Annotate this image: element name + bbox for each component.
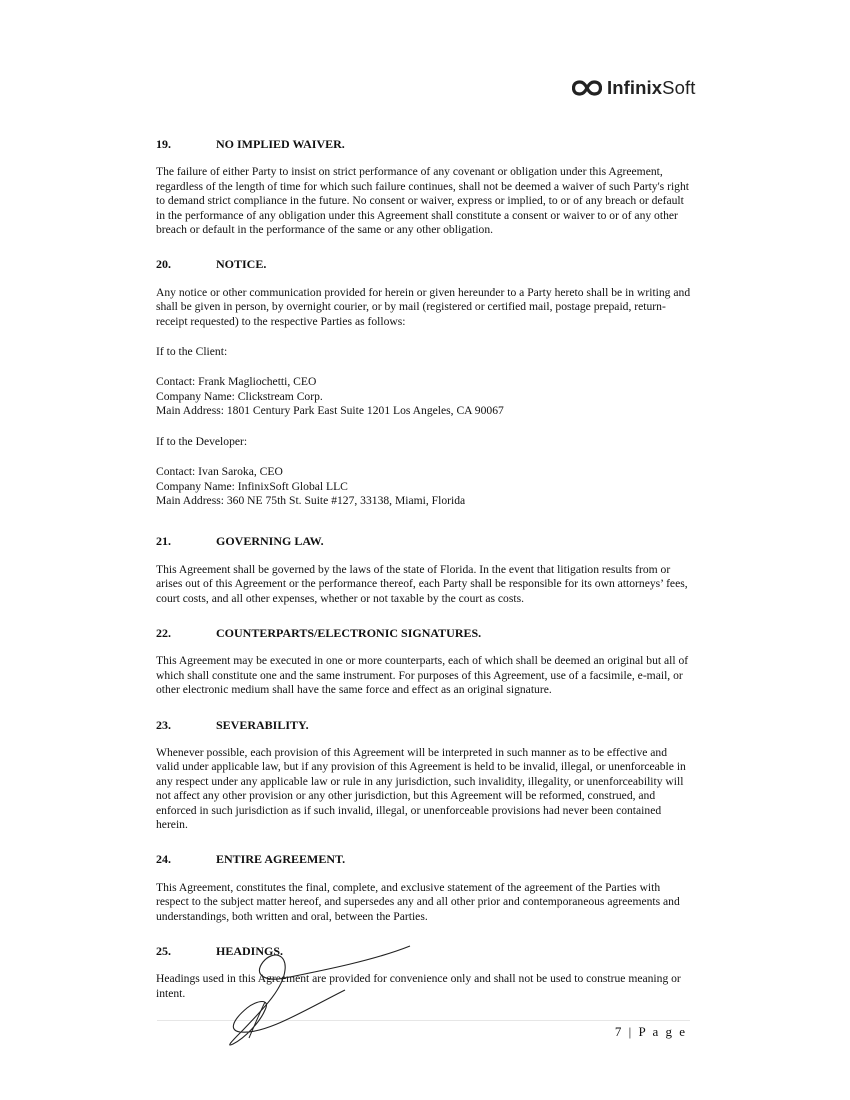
client-company: Company Name: Clickstream Corp. bbox=[156, 389, 323, 403]
developer-address: Main Address: 360 NE 75th St. Suite #127, 33138, Miami, Florida bbox=[156, 493, 466, 507]
section-number: 22. bbox=[156, 625, 171, 640]
section-title: ENTIRE AGREEMENT. bbox=[216, 852, 346, 867]
section-number: 20. bbox=[156, 257, 171, 272]
section-number: 24. bbox=[156, 852, 171, 867]
section-title: HEADINGS. bbox=[216, 944, 284, 959]
developer-address-block bbox=[156, 465, 691, 508]
section-body-22: This Agreement may be executed in one or more counterparts, each of which shall be deemed an original but all of which shall constitute one and the same instrument. For purposes of this Agreement, use of a facsimile, e-mail, or other electronic medium shall have the same force and effect as an original signature. bbox=[156, 654, 689, 697]
signature-rule bbox=[157, 1020, 690, 1021]
section-title: COUNTERPARTS/ELECTRONIC SIGNATURES. bbox=[216, 625, 482, 640]
section-heading-24 bbox=[156, 852, 691, 866]
section-title: SEVERABILITY. bbox=[216, 717, 309, 732]
section-heading-25 bbox=[156, 944, 691, 958]
logo-text-bold: Infinix bbox=[607, 77, 663, 98]
section-body-23: Whenever possible, each provision of this Agreement will be interpreted in such manner as to be effective and valid under applicable law, but if any provision of this Agreement is held to be invalid, illegal, or unenforceable in any respect under any applicable law or rule in any jurisdiction, such invalidity, illegality, or unenforceability will not affect any other provision or any other jurisdiction, but this Agreement will be reformed, construed, and enforced in such jurisdiction as if such invalid, illegal, or unenforceable provisions had never been contained herein. bbox=[156, 745, 686, 831]
client-contact: Contact: Frank Magliochetti, CEO bbox=[156, 375, 317, 389]
section-body-21: This Agreement shall be governed by the laws of the state of Florida. In the event that litigation results from or arises out of this Agreement or the performance thereof, each Party shall be responsible for its own attorneys’ fees, court costs, and all other expenses, whether or not taxable by the court as costs. bbox=[156, 562, 688, 605]
section-number: 21. bbox=[156, 534, 171, 549]
client-intro: If to the Client: bbox=[156, 345, 228, 359]
section-number: 25. bbox=[156, 944, 171, 959]
client-address-block bbox=[156, 375, 691, 418]
logo-text-light: Soft bbox=[662, 77, 696, 98]
section-number: 23. bbox=[156, 717, 171, 732]
company-logo bbox=[572, 76, 695, 100]
section-body-20: Any notice or other communication provided for herein or given hereunder to a Party hereto shall be in writing and shall be given in person, by overnight courier, or by mail (registered or certified mail, postage prepaid, return-receipt requested) to the respective Parties as follows: bbox=[156, 285, 691, 328]
section-heading-22 bbox=[156, 626, 691, 640]
section-body-19: The failure of either Party to insist on strict performance of any covenant or obligation under this Agreement, regardless of the length of time for which such failure continues, shall not be deemed a waiver of such Party's right to demand strict compliance in the future. No consent or waiver, express or implied, to or of any breach or default in the performance of any obligation under this Agreement shall constitute a consent or waiver to or of any other breach or default in the performance of the same or any other obligation. bbox=[156, 165, 689, 237]
section-title: NOTICE. bbox=[216, 257, 267, 272]
page-number: 7 | P a g e bbox=[614, 1024, 687, 1039]
section-heading-19 bbox=[156, 137, 691, 151]
developer-intro: If to the Developer: bbox=[156, 434, 248, 448]
document-body bbox=[156, 137, 691, 1017]
client-address: Main Address: 1801 Century Park East Suite 1201 Los Angeles, CA 90067 bbox=[156, 404, 504, 418]
developer-company: Company Name: InfinixSoft Global LLC bbox=[156, 479, 348, 493]
section-heading-20 bbox=[156, 257, 691, 271]
infinity-logo-icon bbox=[572, 79, 602, 97]
section-heading-21 bbox=[156, 534, 691, 548]
section-heading-23 bbox=[156, 718, 691, 732]
section-title: NO IMPLIED WAIVER. bbox=[216, 137, 345, 151]
section-number: 19. bbox=[156, 137, 171, 151]
section-body-25: Headings used in this Agreement are provided for convenience only and shall not be used to construe meaning or intent. bbox=[156, 972, 681, 1000]
developer-contact: Contact: Ivan Saroka, CEO bbox=[156, 465, 283, 479]
section-body-24: This Agreement, constitutes the final, complete, and exclusive statement of the agreement of the Parties with respect to the subject matter hereof, and supersedes any and all other prior and contemporaneous agreements and understandings, both written and oral, between the Parties. bbox=[156, 880, 680, 923]
section-title: GOVERNING LAW. bbox=[216, 534, 324, 549]
